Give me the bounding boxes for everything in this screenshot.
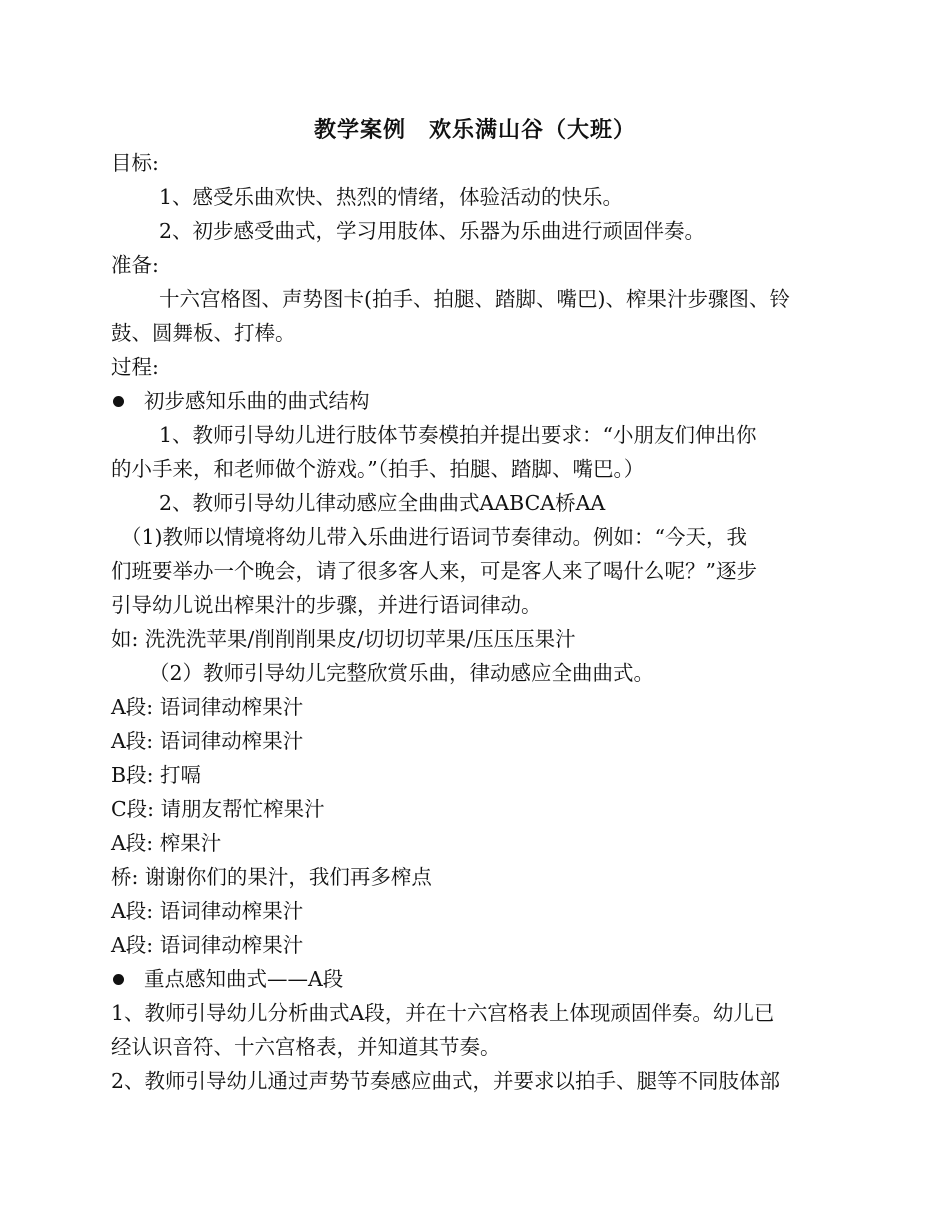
paragraph-line: （2）教师引导幼儿完整欣赏乐曲，律动感应全曲曲式。 [149, 661, 655, 685]
document-title: 教学案例 欢乐满山谷（大班） [313, 117, 636, 143]
paragraph-line: 2、教师引导幼儿通过声势节奏感应曲式，并要求以拍手、腿等不同肢体部 [111, 1069, 781, 1093]
part-item: A段: 榨果汁 [111, 831, 222, 855]
section-heading [111, 384, 841, 418]
paragraph-line: 们班要举办一个晚会，请了很多客人来，可是客人来了喝什么呢？”逐步 [111, 559, 757, 583]
part-item: A段: 语词律动榨果汁 [111, 933, 304, 957]
process-heading: 过程: [111, 355, 159, 379]
paragraph-line: 经认识音符、十六宫格表，并知道其节奏。 [111, 1035, 501, 1059]
section-heading-text: 初步感知乐曲的曲式结构 [144, 389, 370, 413]
example-line: 如: 洗洗洗苹果/削削削果皮/切切切苹果/压压压果汁 [111, 627, 576, 651]
bullet-icon [113, 396, 124, 407]
document-body [111, 146, 841, 1098]
paragraph-line: 1、教师引导幼儿进行肢体节奏模拍并提出要求：“小朋友们伸出你 [159, 423, 757, 447]
prep-text: 鼓、圆舞板、打棒。 [111, 321, 296, 345]
part-item: 桥: 谢谢你们的果汁，我们再多榨点 [111, 865, 432, 889]
section-heading-text: 重点感知曲式——A段 [144, 967, 344, 991]
paragraph-line: 1、教师引导幼儿分析曲式A段，并在十六宫格表上体现顽固伴奏。幼儿已 [111, 1001, 775, 1025]
prep-heading: 准备: [111, 253, 159, 277]
paragraph-line: （1)教师以情境将幼儿带入乐曲进行语词节奏律动。例如：“今天，我 [121, 525, 748, 549]
part-item: A段: 语词律动榨果汁 [111, 899, 304, 923]
paragraph-line: 的小手来，和老师做个游戏。”（拍手、拍腿、踏脚、嘴巴。） [111, 457, 645, 481]
section-heading [111, 962, 841, 996]
prep-text: 十六宫格图、声势图卡(拍手、拍腿、踏脚、嘴巴)、榨果汁步骤图、铃 [159, 287, 790, 311]
paragraph-line: 2、教师引导幼儿律动感应全曲曲式AABCA桥AA [159, 491, 606, 515]
part-item: C段: 请朋友帮忙榨果汁 [111, 797, 325, 821]
part-item: A段: 语词律动榨果汁 [111, 729, 304, 753]
goals-heading: 目标: [111, 151, 159, 175]
goal-item: 1、感受乐曲欢快、热烈的情绪，体验活动的快乐。 [159, 185, 624, 209]
part-item: B段: 打嗝 [111, 763, 201, 787]
goal-item: 2、初步感受曲式，学习用肢体、乐器为乐曲进行顽固伴奏。 [159, 219, 706, 243]
part-item: A段: 语词律动榨果汁 [111, 695, 304, 719]
bullet-icon [113, 974, 124, 985]
paragraph-line: 引导幼儿说出榨果汁的步骤，并进行语词律动。 [111, 593, 542, 617]
